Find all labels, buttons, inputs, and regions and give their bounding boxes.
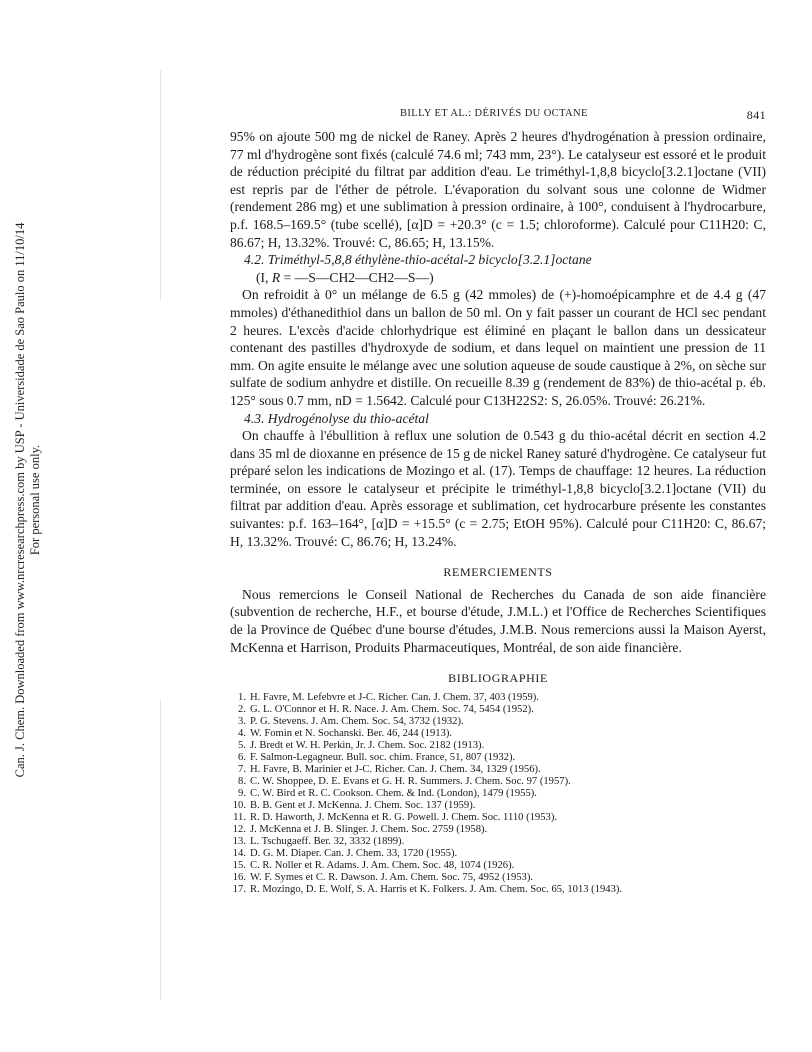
reference-item: 15. C. R. Noller et R. Adams. J. Am. Chem. Soc. 48, 1074 (1926). [232,859,515,871]
reference-item: 9. C. W. Bird et R. C. Cookson. Chem. & Ind. (London), 1479 (1955). [238,787,537,799]
reference-item: 6. F. Salmon-Legagneur. Bull. soc. chim. France, 51, 807 (1932). [238,751,516,763]
download-note [13,223,43,778]
formula-r: R [271,269,281,285]
reference-list [230,692,766,896]
reference-item: 13. L. Tschugaeff. Ber. 32, 3332 (1899). [232,835,405,847]
bibliography-heading: BIBLIOGRAPHIE [448,671,548,686]
section-4-2-formula [256,269,766,287]
reference-item: 16. W. F. Symes et C. R. Dawson. J. Am. Chem. Soc. 75, 4952 (1953). [232,871,534,883]
reference-item: 3. P. G. Stevens. J. Am. Chem. Soc. 54, 3732 (1932). [238,715,464,727]
reference-item: 2. G. L. O'Connor et H. R. Nace. J. Am. Chem. Soc. 74, 5454 (1952). [238,703,534,715]
acknowledgements-heading: REMERCIEMENTS [443,565,553,580]
acknowledgements-text: Nous remercions le Conseil National de Recherches du Canada de son aide financière (subvention de recherche, H.F., et bourse d'étude, J.M.L.) et l'Office de Recherches Scientifiques de la Province de Québec d'une bourse d'études, J.M.B. Nous remercions aussi la Maison Ayerst, McKenna et Harrison, Produits Pharmaceutiques, Montréal, de son aide financière. [230,586,766,655]
section-4-2-title: 4.2. Triméthyl-5,8,8 éthylène-thio-acétal-2 bicyclo[3.2.1]octane [244,252,592,268]
reference-item: 14. D. G. M. Diaper. Can. J. Chem. 33, 1720 (1955). [232,847,458,859]
margin-rule [160,700,161,1000]
reference-item: 8. C. W. Shoppee, D. E. Evans et G. H. R. Summers. J. Chem. Soc. 97 (1957). [238,775,571,787]
download-note-line-2: For personal use only. [28,444,42,556]
margin-rule [160,70,161,300]
formula-prefix: (I, [256,269,272,285]
reference-item: 4. W. Fomin et N. Sochanski. Ber. 46, 244 (1913). [238,727,453,739]
reference-item: 10. B. B. Gent et J. McKenna. J. Chem. Soc. 137 (1959). [232,799,476,811]
reference-item: 11. R. D. Haworth, J. McKenna et R. G. Powell. J. Chem. Soc. 1110 (1953). [233,811,557,823]
running-title: BILLY ET AL.: DÉRIVÉS DU OCTANE [400,108,588,119]
page-number: 841 [746,108,766,122]
paragraph-hydrogenation: 95% on ajoute 500 mg de nickel de Raney. Après 2 heures d'hydrogénation à pression ordinaire, 77 ml d'hydrogène sont fixés (calculé 74.6 ml; 743 mm, 23°). Le catalyseur est essoré et le produit de réduction précipité du filtrat par addition d'eau. Le triméthyl-1,8,8 bicyclo[3.2.1]octane (VII) est repris par de l'éther de pétrole. L'évaporation du solvant sous une colonne de Widmer (rendement 286 mg) et une sublimation à pression ordinaire, à 100°, conduisent à l'hydrocarbure, p.f. 168.5–169.5° (tube scellé), [α]D = +20.3° (c = 1.5; chloroforme). Calculé pour C11H20: C, 86.67; H, 13.32%. Trouvé: C, 86.65; H, 13.15%. [230,129,766,250]
download-note-line-1: Can. J. Chem. Downloaded from www.nrcresearchpress.com by USP - Universidade de Sao Paulo on 11/10/14 [13,222,27,778]
reference-item: 12. J. McKenna et J. B. Slinger. J. Chem. Soc. 2759 (1958). [232,823,488,835]
download-watermark [6,222,50,778]
formula-rest: = —S—CH2—CH2—S—) [280,269,434,285]
reference-item: 17. R. Mozingo, D. E. Wolf, S. A. Harris et K. Folkers. J. Am. Chem. Soc. 65, 1013 (1943). [232,883,623,895]
paragraph-thioacetal: On refroidit à 0° un mélange de 6.5 g (42 mmoles) de (+)-homoépicamphre et de 4.4 g (47 mmoles) d'éthanedithiol dans un ballon de 50 ml. On y fait passer un courant de HCl sec pendant 2 heures. L'excès d'acide chlorhydrique est éliminé en plaçant le ballon dans un dessicateur contenant des pastilles d'hydroxyde de sodium, et dans lequel on maintient une pression de 11 mm. On agite ensuite le mélange avec une solution aqueuse de soude caustique à 2%, on sèche sur sulfate de sodium anhydre et distille. On recueille 8.39 g (rendement de 83%) de thio-acétal p. éb. 125° sous 0.7 mm, nD = 1.5642. Calculé pour C13H22S2: S, 26.05%. Trouvé: 26.21%. [230,287,766,408]
reference-item: 1. H. Favre, M. Lefebvre et J-C. Richer. Can. J. Chem. 37, 403 (1959). [238,691,539,703]
paragraph-hydrogenolysis: On chauffe à l'ébullition à reflux une solution de 0.543 g du thio-acétal décrit en section 4.2 dans 35 ml de dioxanne en présence de 15 g de nickel Raney saturé d'hydrogène. Ce catalyseur fut préparé selon les indications de Mozingo et al. (17). Temps de chauffage: 12 heures. La réduction terminée, on essore le catalyseur et précipite le triméthyl-1,8,8 bicyclo[3.2.1]octane (VII) du filtrat par addition d'eau. Après essorage et sublimation, cet hydrocarbure présente les constantes suivantes: p.f. 163–164°, [α]D = +15.5° (c = 2.75; EtOH 95%). Calculé pour C11H20: C, 86.67; H, 13.32%. Trouvé: C, 86.76; H, 13.24%. [230,428,766,549]
page-content [230,128,766,896]
reference-item: 7. H. Favre, B. Marinier et J-C. Richer. Can. J. Chem. 34, 1329 (1956). [238,763,541,775]
reference-item: 5. J. Bredt et W. H. Perkin, Jr. J. Chem. Soc. 2182 (1913). [238,739,485,751]
section-4-3-title: 4.3. Hydrogénolyse du thio-acétal [244,410,429,426]
